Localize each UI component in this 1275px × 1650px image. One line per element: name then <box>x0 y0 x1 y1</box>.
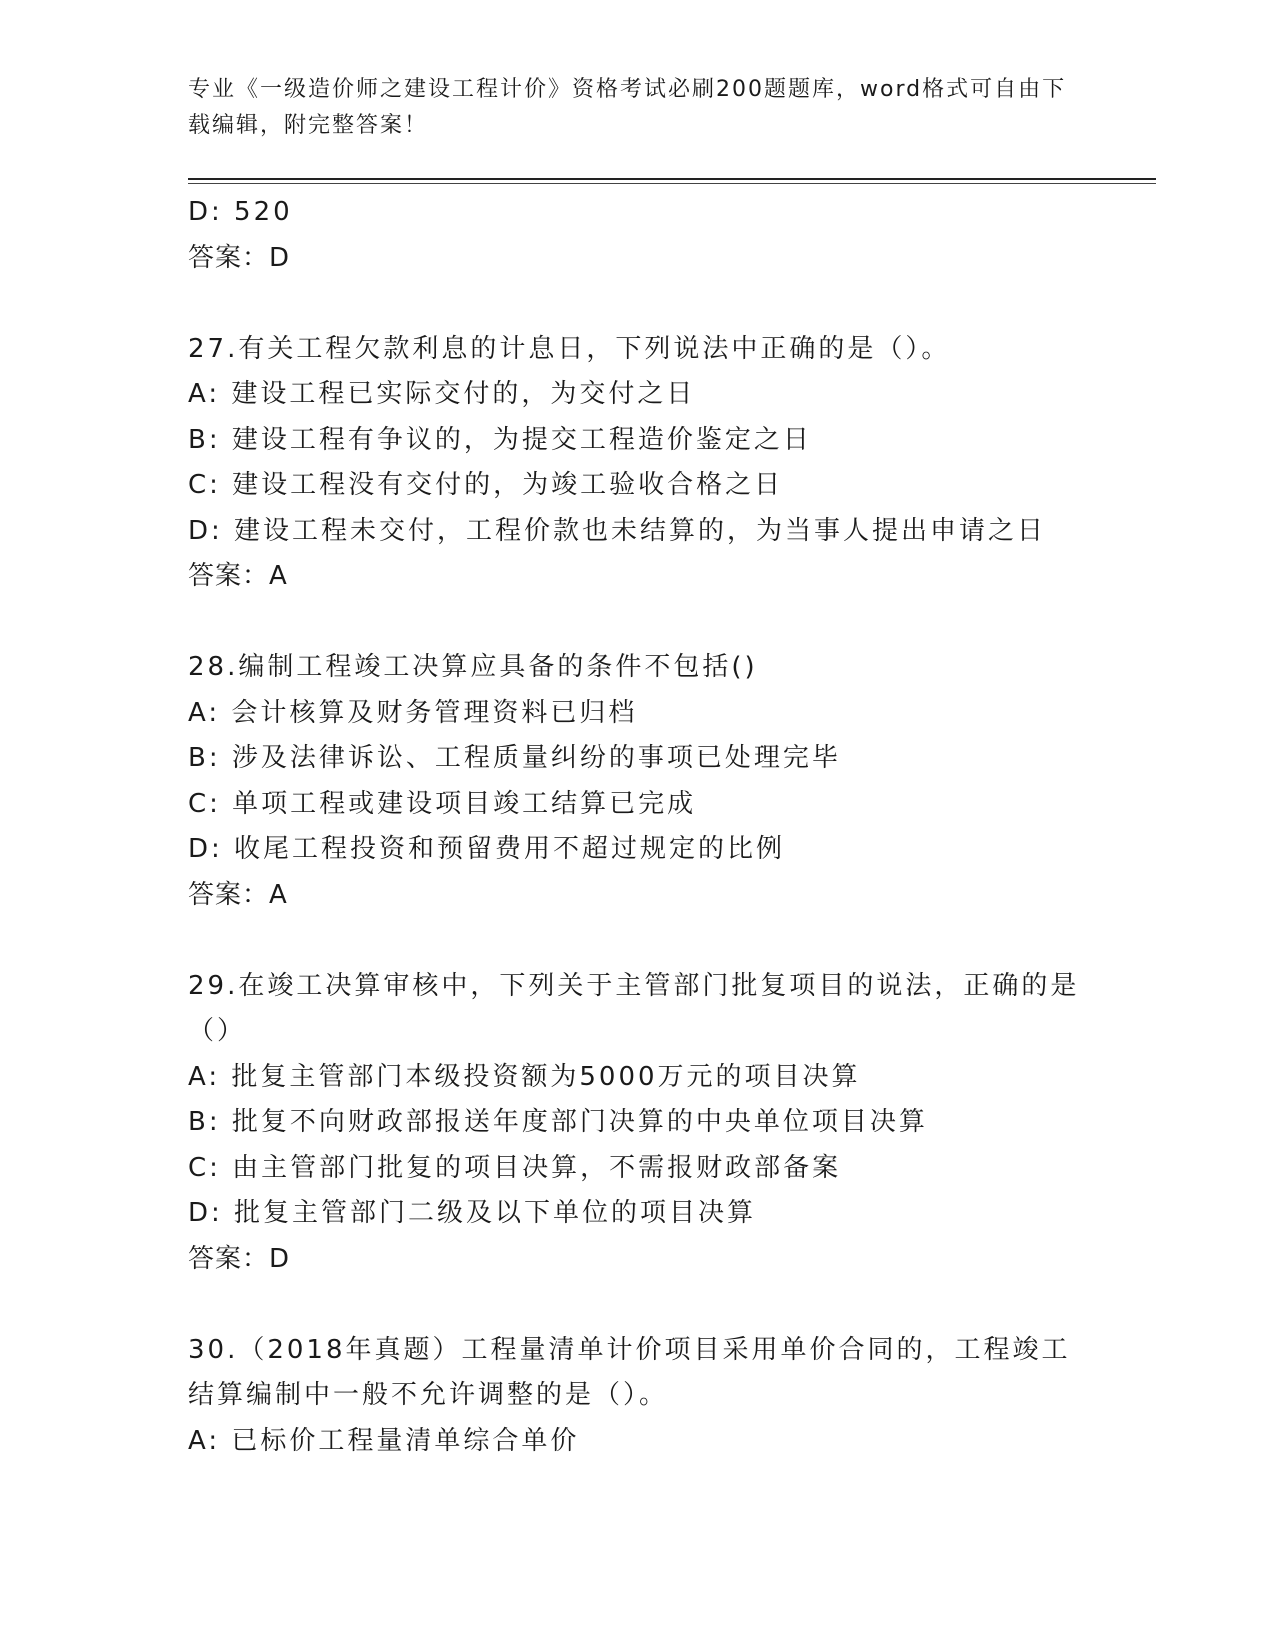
option-c: C: 由主管部门批复的项目决算，不需报财政部备案 <box>188 1152 842 1183</box>
answer-line: 答案：D <box>188 242 291 273</box>
question-stem: 28.编制工程竣工决算应具备的条件不包括() <box>188 652 758 682</box>
option-d: D: 建设工程未交付，工程价款也未结算的，为当事人提出申请之日 <box>188 515 1047 546</box>
spacer <box>188 918 1088 964</box>
option-d: D: 批复主管部门二级及以下单位的项目决算 <box>188 1198 757 1228</box>
option-a: A: 建设工程已实际交付的，为交付之日 <box>188 379 696 409</box>
question-stem: 30.（2018年真题）工程量清单计价项目采用单价合同的，工程竣工结算编制中一般不允许调整的是（）。 <box>188 1334 1071 1410</box>
question-stem: 27.有关工程欠款利息的计息日，下列说法中正确的是（）。 <box>188 333 951 364</box>
option-c: C: 建设工程没有交付的，为竣工验收合格之日 <box>188 470 784 500</box>
option-b: B: 涉及法律诉讼、工程质量纠纷的事项已处理完毕 <box>188 743 841 773</box>
option-a: A: 批复主管部门本级投资额为5000万元的项目决算 <box>188 1061 861 1092</box>
question-stem: 29.在竣工决算审核中，下列关于主管部门批复项目的说法，正确的是（） <box>188 970 1080 1046</box>
option-a: A: 已标价工程量清单综合单价 <box>188 1425 580 1456</box>
document-body <box>188 190 1088 1464</box>
spacer <box>188 281 1088 327</box>
header-rule <box>188 178 1156 180</box>
option-d: D: 收尾工程投资和预留费用不超过规定的比例 <box>188 834 786 864</box>
header-rule-secondary <box>188 183 1156 184</box>
answer-line: 答案：D <box>188 1243 291 1274</box>
option-a: A: 会计核算及财务管理资料已归档 <box>188 697 638 728</box>
option-b: B: 建设工程有争议的，为提交工程造价鉴定之日 <box>188 424 812 455</box>
answer-line: 答案：A <box>188 879 288 910</box>
option-d: D: 520 <box>188 197 293 227</box>
option-b: B: 批复不向财政部报送年度部门决算的中央单位项目决算 <box>188 1107 928 1137</box>
spacer <box>188 1282 1088 1328</box>
document-header: 专业《一级造价师之建设工程计价》资格考试必刷200题题库，word格式可自由下载编辑，附完整答案！ <box>188 77 1067 138</box>
spacer <box>188 600 1088 646</box>
option-c: C: 单项工程或建设项目竣工结算已完成 <box>188 788 697 819</box>
answer-line: 答案：A <box>188 561 288 591</box>
